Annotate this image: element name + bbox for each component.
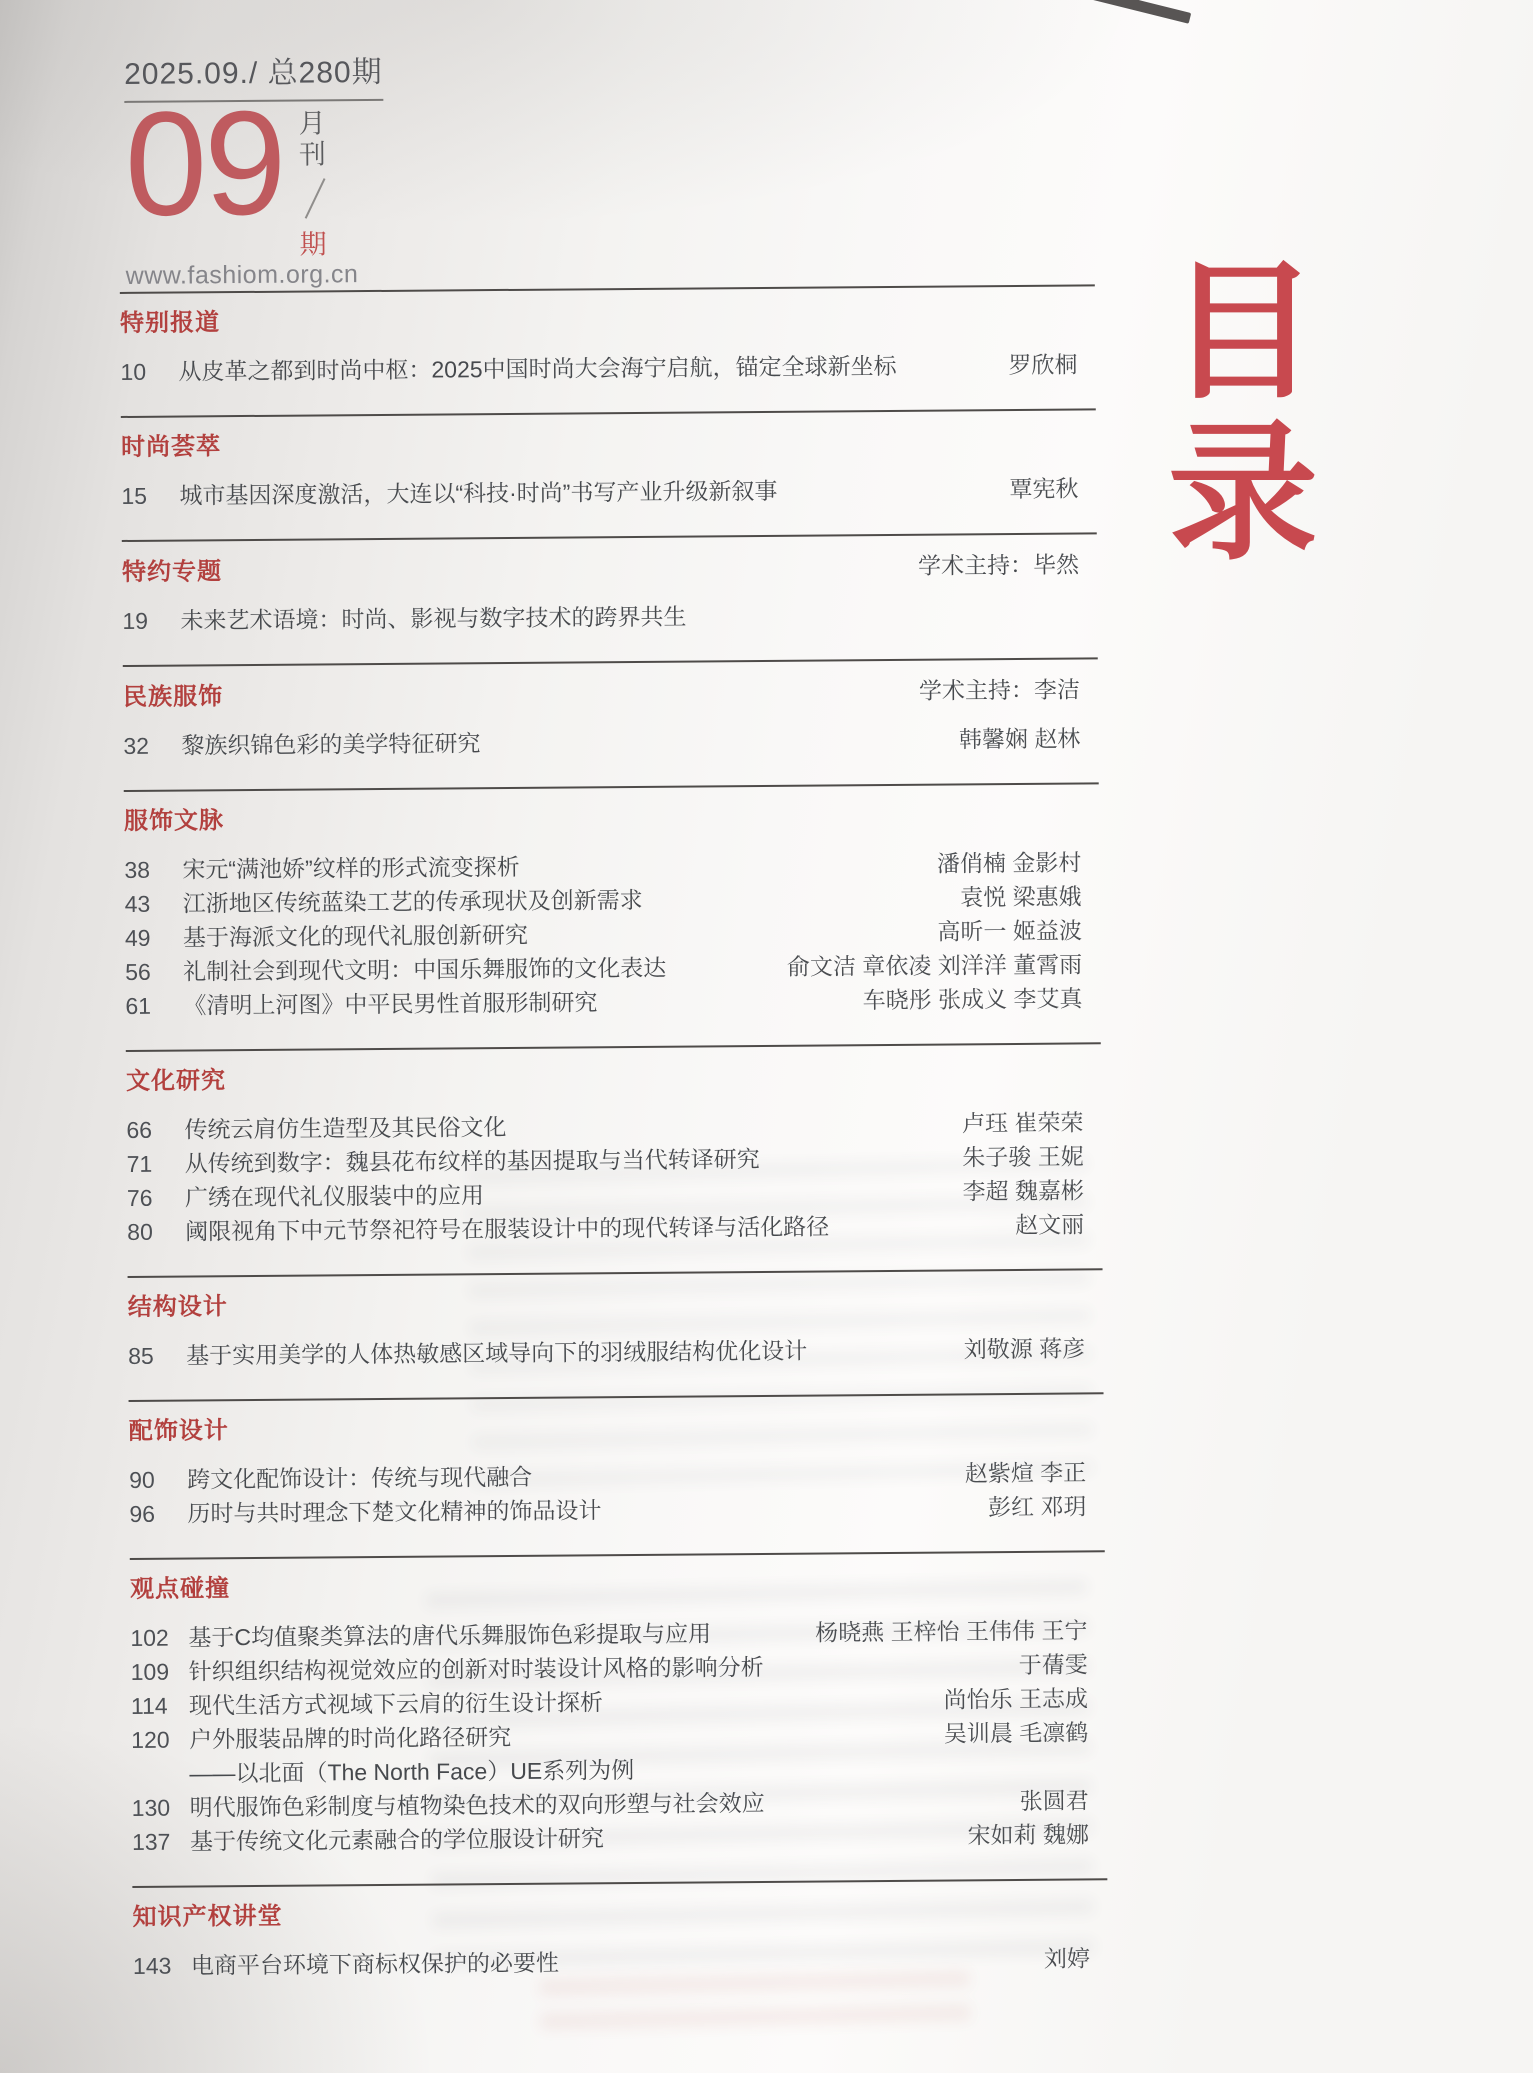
section-title: 观点碰撞 bbox=[129, 1575, 231, 1603]
section-entries bbox=[124, 845, 1100, 1023]
section-host: 学术主持：李洁 bbox=[918, 676, 1081, 704]
entry-page-number: 56 bbox=[125, 958, 151, 985]
toc-sections bbox=[120, 284, 1108, 2010]
entry-title-text: 基于实用美学的人体热敏感区域导向下的羽绒服结构优化设计 bbox=[186, 1337, 808, 1369]
toc-section bbox=[123, 657, 1099, 790]
entry-page-number: 143 bbox=[132, 1952, 172, 1979]
toc-entry bbox=[131, 1715, 1107, 1791]
entry-authors: 尚怡乐 王志成 bbox=[943, 1685, 1089, 1713]
issue-number: 09 bbox=[124, 80, 285, 247]
section-head bbox=[130, 1567, 1105, 1605]
masthead bbox=[118, 50, 1095, 292]
entry-page-number: 38 bbox=[124, 856, 151, 883]
entry-page-number: 109 bbox=[130, 1658, 170, 1685]
toc-section bbox=[120, 284, 1096, 416]
section-entries bbox=[122, 596, 1097, 638]
entry-title bbox=[183, 983, 862, 1022]
entry-page-number: 130 bbox=[131, 1794, 171, 1821]
entry-title-text: 针织组织结构视觉效应的创新对时装设计风格的影响分析 bbox=[188, 1653, 764, 1685]
entry-title-text: 传统云肩仿生造型及其民俗文化 bbox=[184, 1113, 507, 1143]
section-title: 特约专题 bbox=[121, 558, 223, 586]
section-entries bbox=[121, 471, 1096, 513]
section-head bbox=[129, 1409, 1104, 1447]
scan-edge-artifact bbox=[1053, 0, 1192, 24]
entry-title-text: 户外服装品牌的时尚化路径研究 bbox=[189, 1723, 512, 1753]
entry-page-number: 32 bbox=[123, 732, 150, 759]
section-title: 知识产权讲堂 bbox=[132, 1902, 283, 1931]
entry-title-text: 现代生活方式视域下云肩的衍生设计探析 bbox=[188, 1689, 604, 1719]
section-head bbox=[121, 425, 1096, 463]
entry-title-text: 电商平台环境下商标权保护的必要性 bbox=[190, 1949, 560, 1979]
entry-authors: 俞文洁 章依凌 刘洋洋 董霄雨 bbox=[786, 951, 1083, 980]
section-entries bbox=[123, 721, 1098, 763]
toc-title-char-2: 录 bbox=[1168, 409, 1319, 577]
toc-entry bbox=[120, 347, 1095, 389]
entry-authors: 彭红 邓玥 bbox=[987, 1493, 1087, 1521]
entry-title-text: 礼制社会到现代文明：中国乐舞服饰的文化表达 bbox=[183, 954, 667, 985]
entry-authors: 卢珏 崔荣荣 bbox=[961, 1109, 1084, 1137]
toc-title-char-1: 目 bbox=[1168, 248, 1319, 416]
entry-title-text: 未来艺术语境：时尚、影视与数字技术的跨界共生 bbox=[180, 603, 687, 634]
entry-authors: 刘敬源 蒋彦 bbox=[963, 1335, 1086, 1363]
entry-title bbox=[180, 596, 1079, 637]
toc-entry bbox=[122, 596, 1097, 638]
entry-title bbox=[187, 1490, 988, 1530]
entry-authors: 覃宪秋 bbox=[1009, 475, 1079, 503]
entry-authors: 韩馨娴 赵林 bbox=[958, 725, 1081, 753]
toc-section bbox=[126, 1042, 1103, 1276]
entry-page-number: 90 bbox=[129, 1466, 155, 1493]
toc-section bbox=[128, 1268, 1104, 1400]
toc-section bbox=[124, 782, 1101, 1050]
toc-entry bbox=[127, 1207, 1102, 1249]
entry-title-text: 城市基因深度激活，大连以“科技·时尚”书写产业升级新叙事 bbox=[179, 477, 778, 509]
entry-authors: 吴训晨 毛凛鹤 bbox=[943, 1719, 1089, 1747]
toc-entry bbox=[123, 721, 1098, 763]
entry-page-number: 61 bbox=[125, 992, 152, 1019]
entry-authors: 罗欣桐 bbox=[1008, 351, 1078, 379]
entry-title-text: 宋元“满池娇”纹样的形式流变探析 bbox=[182, 853, 520, 883]
entry-page-number: 137 bbox=[131, 1828, 171, 1855]
entry-authors: 杨晓燕 王梓怡 王伟伟 王宁 bbox=[815, 1617, 1088, 1646]
section-head bbox=[126, 1059, 1101, 1097]
entry-page-number: 49 bbox=[124, 924, 151, 951]
entry-authors: 张圆君 bbox=[1019, 1787, 1089, 1814]
section-head bbox=[120, 301, 1095, 339]
section-head bbox=[123, 674, 1098, 713]
entry-title-text: 从传统到数字：魏县花布纹样的基因提取与当代转译研究 bbox=[184, 1145, 760, 1177]
toc-section bbox=[132, 1878, 1108, 2010]
toc-entry bbox=[133, 1941, 1108, 1983]
entry-authors: 车晓彤 张成义 李艾真 bbox=[862, 985, 1083, 1014]
entry-authors: 袁悦 梁惠娥 bbox=[960, 883, 1082, 911]
section-entries bbox=[129, 1455, 1105, 1531]
entry-title-text: 基于传统文化元素融合的学位服设计研究 bbox=[189, 1825, 605, 1855]
entry-title-text: 从皮革之都到时尚中枢：2025中国时尚大会海宁启航，锚定全球新坐标 bbox=[178, 352, 897, 385]
entry-title bbox=[179, 472, 1009, 513]
entry-page-number: 43 bbox=[124, 890, 151, 917]
entry-title bbox=[178, 348, 1008, 389]
entry-authors: 朱子骏 王妮 bbox=[962, 1143, 1084, 1171]
toc-entry bbox=[129, 1489, 1104, 1531]
entry-page-number: 85 bbox=[128, 1342, 154, 1369]
toc-section bbox=[130, 1550, 1108, 1886]
monthly-label: 月刊 bbox=[298, 108, 327, 170]
entry-title-text: 广绣在现代礼仪服装中的应用 bbox=[184, 1182, 485, 1211]
entry-title bbox=[188, 1616, 815, 1655]
toc-content bbox=[118, 50, 1108, 2010]
entry-page-number: 114 bbox=[130, 1692, 168, 1719]
section-entries bbox=[130, 1613, 1107, 1859]
entry-subtitle: ——以北面（The North Face）UE系列为例 bbox=[189, 1756, 635, 1787]
entry-authors: 李超 魏嘉彬 bbox=[962, 1177, 1085, 1205]
section-title: 结构设计 bbox=[127, 1293, 228, 1321]
entry-title-text: 历时与共时理念下楚文化精神的饰品设计 bbox=[187, 1497, 602, 1527]
section-title: 配饰设计 bbox=[128, 1417, 229, 1445]
section-title: 时尚荟萃 bbox=[120, 433, 222, 461]
entry-authors: 高昕一 姬益波 bbox=[937, 917, 1082, 945]
section-entries bbox=[126, 1105, 1102, 1249]
issue-number-block bbox=[124, 80, 1094, 260]
toc-entry bbox=[132, 1817, 1107, 1859]
section-entries bbox=[133, 1941, 1108, 1983]
page-title-mulu bbox=[1168, 248, 1319, 577]
entry-page-number: 71 bbox=[126, 1150, 153, 1177]
entry-title bbox=[185, 1208, 1015, 1249]
section-title: 特别报道 bbox=[119, 309, 221, 337]
entry-title-text: 黎族织锦色彩的美学特征研究 bbox=[181, 730, 481, 759]
issue-date: 2025.09./ 总280期 bbox=[124, 56, 383, 103]
section-head bbox=[122, 549, 1097, 588]
entry-page-number: 102 bbox=[130, 1624, 169, 1651]
entry-authors: 赵文丽 bbox=[1015, 1211, 1085, 1238]
entry-title-text: 基于海派文化的现代礼服创新研究 bbox=[182, 921, 529, 951]
entry-page-number: 96 bbox=[129, 1500, 156, 1527]
entry-title bbox=[186, 1332, 964, 1372]
section-host: 学术主持：毕然 bbox=[917, 551, 1080, 579]
section-head bbox=[132, 1895, 1107, 1933]
toc-entry bbox=[128, 1331, 1103, 1373]
section-entries bbox=[120, 347, 1095, 389]
toc-entry bbox=[125, 981, 1100, 1023]
section-head bbox=[128, 1285, 1103, 1323]
toc-entry bbox=[121, 471, 1096, 513]
toc-section bbox=[121, 408, 1097, 540]
section-title: 服饰文脉 bbox=[123, 807, 225, 835]
entry-title bbox=[189, 1717, 944, 1791]
toc-section bbox=[129, 1392, 1105, 1558]
issue-side-labels bbox=[297, 104, 336, 260]
issue-label: 期 bbox=[299, 229, 327, 260]
entry-page-number: 80 bbox=[127, 1218, 153, 1245]
entry-authors: 刘婷 bbox=[1043, 1945, 1091, 1972]
slash-divider bbox=[304, 178, 325, 219]
entry-title-text: 江浙地区传统蓝染工艺的传承现状及创新需求 bbox=[182, 886, 643, 917]
entry-authors: 于蒨雯 bbox=[1018, 1651, 1088, 1678]
entry-title-text: 基于C均值聚类算法的唐代乐舞服饰色彩提取与应用 bbox=[188, 1620, 712, 1651]
entry-title bbox=[183, 950, 787, 989]
entry-authors: 潘俏楠 金影村 bbox=[936, 849, 1082, 877]
section-title: 文化研究 bbox=[125, 1067, 227, 1095]
entry-page-number: 66 bbox=[126, 1116, 153, 1143]
entry-title-text: 阈限视角下中元节祭祀符号在服装设计中的现代转译与活化路径 bbox=[185, 1213, 830, 1245]
entry-authors: 宋如莉 魏娜 bbox=[967, 1821, 1090, 1849]
entry-title-text: 明代服饰色彩制度与植物染色技术的双向形塑与社会效应 bbox=[189, 1789, 765, 1821]
entry-page-number: 19 bbox=[122, 607, 149, 634]
entry-page-number: 76 bbox=[126, 1184, 153, 1211]
entry-page-number: 10 bbox=[120, 358, 147, 385]
toc-section bbox=[122, 532, 1098, 665]
entry-title bbox=[181, 722, 959, 762]
section-head bbox=[124, 799, 1099, 837]
entry-title-text: 跨文化配饰设计：传统与现代融合 bbox=[187, 1463, 533, 1493]
section-entries bbox=[128, 1331, 1103, 1373]
entry-authors: 赵紫煊 李正 bbox=[964, 1459, 1087, 1487]
section-title: 民族服饰 bbox=[122, 683, 224, 711]
website-url: www.fashiom.org.cn bbox=[125, 260, 359, 290]
entry-title bbox=[191, 1942, 1044, 1983]
entry-page-number: 15 bbox=[121, 482, 148, 509]
entry-title-text: 《清明上河图》中平民男性首服形制研究 bbox=[183, 989, 598, 1019]
entry-title bbox=[190, 1818, 968, 1858]
entry-page-number: 120 bbox=[131, 1726, 170, 1753]
